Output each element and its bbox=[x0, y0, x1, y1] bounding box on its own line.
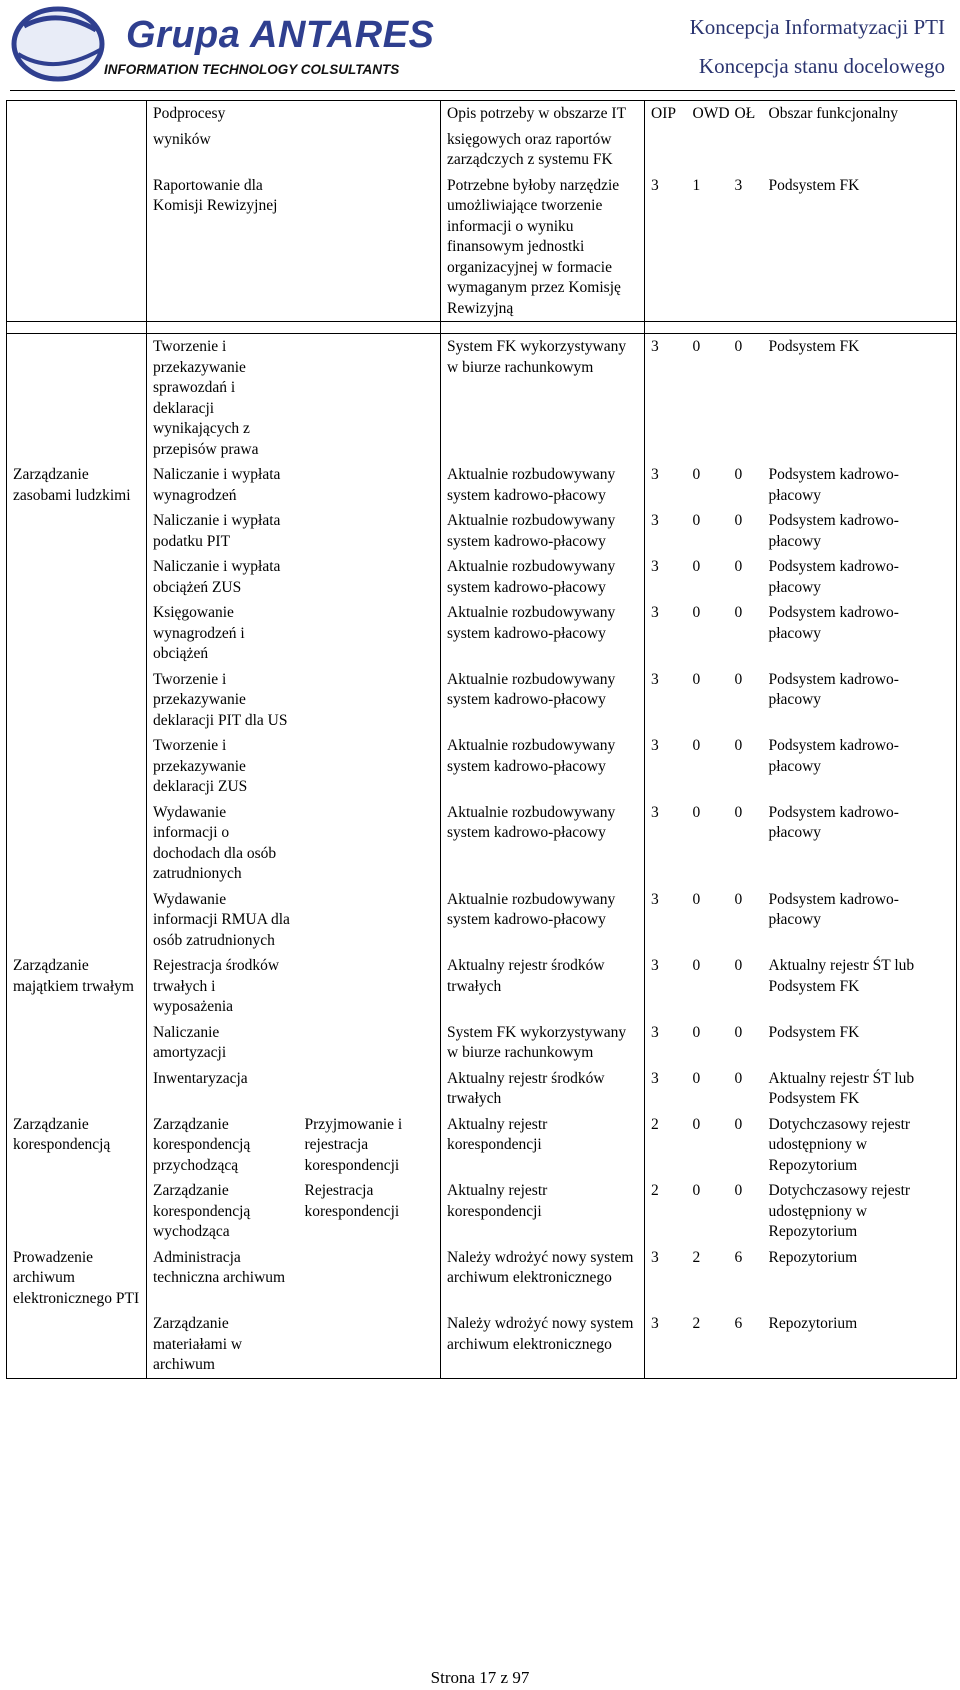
cell-ol: 0 bbox=[734, 670, 743, 688]
cell-area: Podsystem kadrowo-płacowy bbox=[763, 887, 957, 954]
cell-extra bbox=[299, 554, 441, 600]
cell-extra bbox=[299, 1245, 441, 1312]
cell-area bbox=[763, 127, 957, 173]
cell-oip: 3 bbox=[651, 1069, 659, 1087]
cell-area: Podsystem kadrowo-płacowy bbox=[763, 508, 957, 554]
header-process bbox=[7, 101, 147, 127]
cell-description: Aktualnie rozbudowywany system kadrowo-płacowy bbox=[441, 667, 645, 734]
cell-ol: 0 bbox=[734, 1023, 743, 1041]
header-subprocesses: Podprocesy bbox=[147, 101, 299, 127]
cell-area: Podsystem FK bbox=[763, 173, 957, 322]
logo-subtitle: INFORMATION TECHNOLOGY COLSULTANTS bbox=[104, 62, 400, 77]
table-row bbox=[7, 173, 957, 322]
cell-extra bbox=[299, 334, 441, 463]
cell-oip bbox=[645, 127, 687, 173]
cell-process: Zarządzanie zasobami ludzkimi bbox=[7, 462, 147, 508]
cell-owd: 2 bbox=[692, 1248, 701, 1266]
cell-owd: 0 bbox=[692, 604, 701, 621]
cell-oip: 3 bbox=[651, 466, 659, 483]
cell-owd: 2 bbox=[687, 1311, 729, 1378]
cell-process bbox=[7, 173, 147, 322]
cell-subprocess: wyników bbox=[153, 130, 211, 148]
company-logo bbox=[10, 6, 435, 82]
cell-oip: 3 bbox=[651, 512, 659, 529]
cell-oip: 2 bbox=[651, 1115, 659, 1133]
cell-extra bbox=[299, 508, 441, 554]
cell-subprocess: Zarządzanie korespondencją przychodzącą bbox=[153, 1115, 251, 1174]
cell-owd: 0 bbox=[692, 1182, 701, 1199]
cell-subprocess: Tworzenie i przekazywanie deklaracji PIT dla US bbox=[153, 670, 288, 729]
cell-ol: 6 bbox=[734, 1248, 743, 1266]
header-ol: OŁ bbox=[729, 101, 763, 127]
cell-oip: 3 bbox=[645, 1311, 687, 1378]
cell-description: System FK wykorzystywany w biurze rachunkowym bbox=[441, 334, 645, 463]
cell-subprocess: Naliczanie i wypłata obciążeń ZUS bbox=[153, 558, 281, 596]
cell-description: Aktualnie rozbudowywany system kadrowo-płacowy bbox=[441, 554, 645, 600]
cell-description: księgowych oraz raportów zarządczych z systemu FK bbox=[441, 127, 645, 173]
cell-area: Podsystem kadrowo-płacowy bbox=[763, 462, 957, 508]
table-row bbox=[7, 1311, 957, 1378]
cell-process bbox=[7, 127, 147, 173]
cell-extra: Rejestracja korespondencji bbox=[299, 1178, 441, 1245]
page-number: Strona 17 z 97 bbox=[430, 1668, 530, 1687]
cell-process bbox=[7, 887, 147, 954]
cell-subprocess: Zarządzanie materiałami w archiwum bbox=[147, 1311, 299, 1378]
cell-description: Aktualnie rozbudowywany system kadrowo-płacowy bbox=[441, 733, 645, 800]
cell-extra: Przyjmowanie i rejestracja korespondencji bbox=[299, 1112, 441, 1179]
cell-description: Należy wdrożyć nowy system archiwum elektronicznego bbox=[441, 1311, 645, 1378]
cell-ol: 0 bbox=[734, 890, 743, 908]
cell-process: Prowadzenie archiwum elektronicznego PTI bbox=[7, 1245, 147, 1312]
cell-extra bbox=[299, 600, 441, 667]
table-row bbox=[7, 733, 957, 800]
cell-oip: 3 bbox=[645, 334, 687, 463]
cell-owd: 0 bbox=[692, 803, 701, 821]
cell-oip: 3 bbox=[651, 1248, 659, 1266]
cell-oip: 3 bbox=[651, 670, 659, 688]
cell-description: Aktualny rejestr środków trwałych bbox=[441, 1066, 645, 1112]
cell-process bbox=[7, 1066, 147, 1112]
cell-area: Aktualny rejestr ŚT lub Podsystem FK bbox=[763, 953, 957, 1020]
cell-area: Aktualny rejestr ŚT lub Podsystem FK bbox=[763, 1066, 957, 1112]
cell-owd: 0 bbox=[692, 558, 701, 575]
cell-description: System FK wykorzystywany w biurze rachunkowym bbox=[441, 1020, 645, 1066]
requirements-table bbox=[6, 100, 957, 1379]
cell-owd: 0 bbox=[692, 1069, 701, 1087]
cell-oip: 3 bbox=[651, 604, 659, 621]
cell-extra bbox=[299, 953, 441, 1020]
cell-oip: 3 bbox=[651, 558, 659, 575]
cell-area: Podsystem kadrowo-płacowy bbox=[763, 800, 957, 887]
table-row bbox=[7, 887, 957, 954]
cell-area: Podsystem kadrowo-płacowy bbox=[763, 733, 957, 800]
cell-oip: 3 bbox=[651, 1023, 659, 1041]
cell-area: Repozytorium bbox=[763, 1311, 957, 1378]
cell-description: Aktualny rejestr korespondencji bbox=[441, 1112, 645, 1179]
cell-oip: 3 bbox=[651, 890, 659, 908]
table-row bbox=[7, 667, 957, 734]
table-row bbox=[7, 1112, 957, 1179]
cell-ol: 0 bbox=[734, 1182, 743, 1199]
cell-owd: 0 bbox=[692, 512, 701, 529]
cell-extra bbox=[299, 1020, 441, 1066]
cell-process bbox=[7, 667, 147, 734]
cell-extra bbox=[299, 173, 441, 322]
cell-description: Należy wdrożyć nowy system archiwum elektronicznego bbox=[441, 1245, 645, 1312]
cell-ol: 0 bbox=[734, 803, 743, 821]
cell-owd: 0 bbox=[687, 334, 729, 463]
cell-oip: 2 bbox=[651, 1182, 659, 1199]
header-empty bbox=[299, 101, 441, 127]
cell-subprocess: Naliczanie amortyzacji bbox=[153, 1023, 227, 1061]
table-row bbox=[7, 1066, 957, 1112]
cell-subprocess: Administracja techniczna archiwum bbox=[153, 1248, 286, 1286]
table-row bbox=[7, 334, 957, 463]
cell-area: Podsystem kadrowo-płacowy bbox=[763, 554, 957, 600]
cell-description: Aktualnie rozbudowywany system kadrowo-płacowy bbox=[441, 800, 645, 887]
header-owd: OWD bbox=[687, 101, 729, 127]
page-header bbox=[0, 0, 960, 92]
header-divider bbox=[10, 90, 955, 91]
header-area: Obszar funkcjonalny bbox=[763, 101, 957, 127]
table-row bbox=[7, 1245, 957, 1312]
cell-extra bbox=[299, 127, 441, 173]
cell-ol: 6 bbox=[729, 1311, 763, 1378]
cell-owd bbox=[687, 127, 729, 173]
header-oip: OIP bbox=[645, 101, 687, 127]
cell-subprocess: Tworzenie i przekazywanie sprawozdań i deklaracji wynikających z przepisów prawa bbox=[147, 334, 299, 463]
cell-process bbox=[7, 600, 147, 667]
table-row bbox=[7, 1020, 957, 1066]
cell-process: Zarządzanie majątkiem trwałym bbox=[7, 953, 147, 1020]
cell-owd: 0 bbox=[692, 737, 701, 754]
table-row bbox=[7, 953, 957, 1020]
cell-ol: 0 bbox=[734, 466, 743, 483]
table-row bbox=[7, 800, 957, 887]
cell-extra bbox=[299, 1311, 441, 1378]
cell-owd: 0 bbox=[692, 890, 701, 908]
table-gap bbox=[7, 322, 957, 334]
cell-ol: 0 bbox=[734, 558, 743, 575]
cell-extra bbox=[299, 462, 441, 508]
cell-subprocess: Wydawanie informacji RMUA dla osób zatrudnionych bbox=[153, 890, 290, 949]
cell-process bbox=[7, 1311, 147, 1378]
table-row bbox=[7, 600, 957, 667]
globe-logo-icon bbox=[10, 6, 106, 82]
cell-description: Aktualnie rozbudowywany system kadrowo-płacowy bbox=[441, 600, 645, 667]
cell-ol: 0 bbox=[734, 957, 743, 974]
cell-subprocess: Raportowanie dla Komisji Rewizyjnej bbox=[147, 173, 299, 322]
cell-ol: 3 bbox=[729, 173, 763, 322]
cell-subprocess: Rejestracja środków trwałych i wyposażenia bbox=[153, 957, 280, 1015]
cell-area: Dotychczasowy rejestr udostępniony w Repozytorium bbox=[763, 1178, 957, 1245]
cell-process: Zarządzanie korespondencją bbox=[7, 1112, 147, 1179]
cell-extra bbox=[299, 667, 441, 734]
cell-ol: 0 bbox=[734, 512, 743, 529]
cell-subprocess: Naliczanie i wypłata podatku PIT bbox=[153, 512, 281, 550]
cell-owd: 0 bbox=[692, 1115, 701, 1133]
cell-process bbox=[7, 800, 147, 887]
cell-ol bbox=[729, 127, 763, 173]
cell-process bbox=[7, 1178, 147, 1245]
cell-subprocess: Księgowanie wynagrodzeń i obciążeń bbox=[153, 604, 245, 662]
cell-subprocess: Zarządzanie korespondencją wychodząca bbox=[153, 1182, 251, 1240]
cell-owd: 0 bbox=[692, 670, 701, 688]
cell-oip: 3 bbox=[651, 957, 659, 974]
cell-description: Aktualnie rozbudowywany system kadrowo-płacowy bbox=[441, 508, 645, 554]
cell-area: Podsystem FK bbox=[763, 334, 957, 463]
cell-description: Potrzebne byłoby narzędzie umożliwiające tworzenie informacji o wyniku finansowym jednostki organizacyjnej w formacie wymaganym przez Komisję Rewizyjną bbox=[441, 173, 645, 322]
cell-description: Aktualnie rozbudowywany system kadrowo-płacowy bbox=[441, 462, 645, 508]
cell-ol: 0 bbox=[734, 1115, 743, 1133]
cell-area: Dotychczasowy rejestr udostępniony w Repozytorium bbox=[763, 1112, 957, 1179]
table-row bbox=[7, 462, 957, 508]
cell-owd: 0 bbox=[692, 1023, 701, 1041]
cell-oip: 3 bbox=[645, 173, 687, 322]
cell-extra bbox=[299, 887, 441, 954]
document-title: Koncepcja Informatyzacji PTI bbox=[689, 15, 945, 39]
table-row bbox=[7, 554, 957, 600]
cell-owd: 0 bbox=[692, 466, 701, 483]
cell-extra bbox=[299, 733, 441, 800]
cell-ol: 0 bbox=[729, 334, 763, 463]
cell-subprocess: Wydawanie informacji o dochodach dla osób zatrudnionych bbox=[153, 803, 277, 882]
header-description: Opis potrzeby w obszarze IT bbox=[441, 101, 645, 127]
cell-subprocess: Naliczanie i wypłata wynagrodzeń bbox=[153, 466, 281, 504]
cell-process bbox=[7, 334, 147, 463]
cell-subprocess: Tworzenie i przekazywanie deklaracji ZUS bbox=[153, 737, 248, 795]
cell-extra bbox=[299, 800, 441, 887]
cell-owd: 0 bbox=[692, 957, 701, 974]
cell-process bbox=[7, 508, 147, 554]
document-title-block bbox=[690, 8, 945, 86]
table-row bbox=[7, 1178, 957, 1245]
cell-area: Podsystem kadrowo-płacowy bbox=[763, 600, 957, 667]
cell-area: Podsystem kadrowo-płacowy bbox=[763, 667, 957, 734]
cell-extra bbox=[299, 1066, 441, 1112]
logo-title: Grupa ANTARES bbox=[126, 14, 435, 56]
cell-ol: 0 bbox=[734, 604, 743, 621]
cell-description: Aktualnie rozbudowywany system kadrowo-płacowy bbox=[441, 887, 645, 954]
cell-area: Repozytorium bbox=[763, 1245, 957, 1312]
cell-description: Aktualny rejestr korespondencji bbox=[441, 1178, 645, 1245]
cell-oip: 3 bbox=[651, 737, 659, 754]
cell-description: Aktualny rejestr środków trwałych bbox=[441, 953, 645, 1020]
document-subtitle: Koncepcja stanu docelowego bbox=[698, 54, 945, 78]
cell-process bbox=[7, 1020, 147, 1066]
cell-process bbox=[7, 733, 147, 800]
cell-ol: 0 bbox=[734, 737, 743, 754]
cell-area: Podsystem FK bbox=[763, 1020, 957, 1066]
table-row bbox=[7, 127, 957, 173]
table-header-row bbox=[7, 101, 957, 127]
cell-owd: 1 bbox=[687, 173, 729, 322]
table-row bbox=[7, 508, 957, 554]
cell-process bbox=[7, 554, 147, 600]
cell-oip: 3 bbox=[651, 803, 659, 821]
cell-ol: 0 bbox=[734, 1069, 743, 1087]
cell-subprocess: Inwentaryzacja bbox=[153, 1069, 248, 1087]
